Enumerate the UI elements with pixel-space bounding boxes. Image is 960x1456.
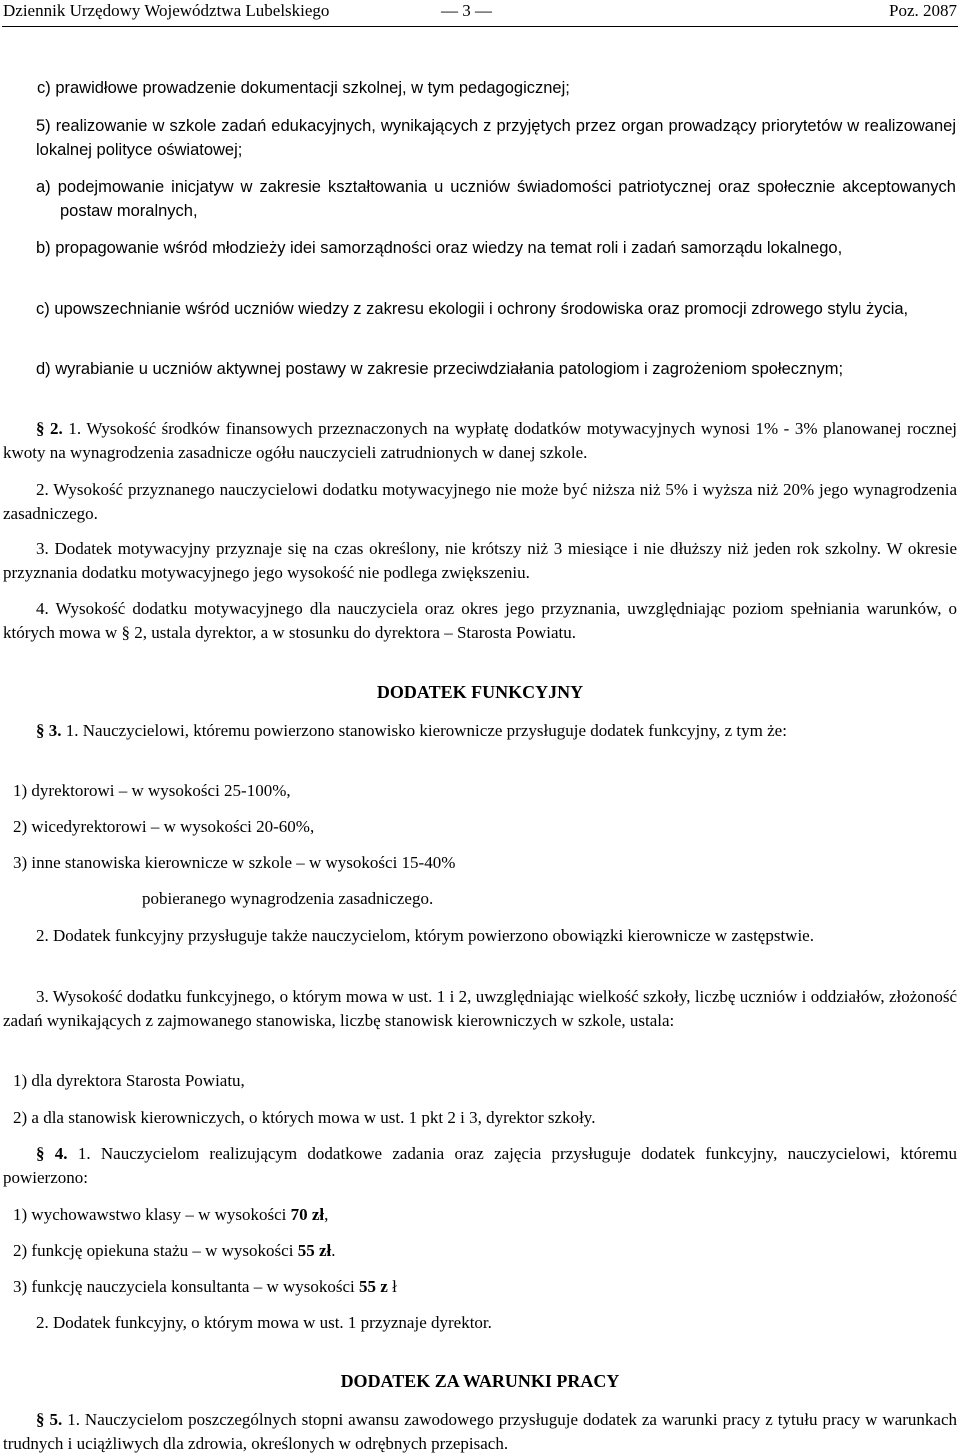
paragraph-2-4: 4. Wysokość dodatku motywacyjnego dla nauczyciela oraz okres jego przyznania, uwzględniając poziom spełniania warunków, o których mowa w § 2, ustala dyrektor, a w stosunku do dyrektora – Starosta Powiatu. <box>3 599 957 642</box>
section-5-number: § 5. <box>36 1410 63 1429</box>
allowance-item-1: 1) wychowawstwo klasy – w wysokości 70 zł, <box>13 1205 329 1224</box>
page-header <box>0 0 960 26</box>
position-number: Poz. 2087 <box>889 1 957 20</box>
item-b: b) propagowanie wśród młodzieży idei samorządności oraz wiedzy na temat roli i zadań samorządu lokalnego, <box>36 239 843 257</box>
paragraph-4-2: 2. Dodatek funkcyjny, o którym mowa w ust. 1 przyznaje dyrektor. <box>36 1313 492 1332</box>
item-d: d) wyrabianie u uczniów aktywnej postawy w zakresie przeciwdziałania patologiom i zagrożeniom społecznym; <box>36 360 844 378</box>
paragraph-4-1: § 4. 1. Nauczycielom realizującym dodatkowe zadania oraz zajęcia przysługuje dodatek funkcyjny, nauczycielowi, któremu powierzono: <box>3 1144 957 1187</box>
section-2-number: § 2. <box>36 419 63 438</box>
paragraph-2-3: 3. Dodatek motywacyjny przyznaje się na czas określony, nie krótszy niż 3 miesiące i nie dłuższy niż jeden rok szkolny. W okresie przyznania dodatku motywacyjnego jego wysokość nie podlega zwiększeniu. <box>3 539 957 582</box>
section-4-number: § 4. <box>36 1144 68 1163</box>
allowance-item-3: 3) funkcję nauczyciela konsultanta – w wysokości 55 z ł <box>13 1277 397 1296</box>
allowance-item-2: 2) funkcję opiekuna stażu – w wysokości 55 zł. <box>13 1241 336 1260</box>
paragraph-2-1: § 2. 1. Wysokość środków finansowych przeznaczonych na wypłatę dodatków motywacyjnych wynosi 1% - 3% planowanej rocznej kwoty na wynagrodzenia zasadnicze ogółu nauczycieli zatrudnionych w danej szkole. <box>3 419 957 462</box>
paragraph-5-1: § 5. 1. Nauczycielom poszczególnych stopni awansu zawodowego przysługuje dodatek za warunki pracy z tytułu pracy w warunkach trudnych i uciążliwych dla zdrowia, określonych w odrębnych przepisach. <box>3 1410 957 1453</box>
page-number: — 3 — <box>441 1 492 20</box>
allowance-amount-2: 55 zł <box>297 1241 332 1260</box>
heading-dodatek-funkcyjny: DODATEK FUNKCYJNY <box>376 682 584 702</box>
function-item-3: 3) inne stanowiska kierownicze w szkole – w wysokości 15-40% <box>13 853 456 872</box>
point-5: 5) realizowanie w szkole zadań edukacyjnych, wynikających z przyjętych przez organ prowadzący priorytetów w realizowanej lokalnej polityce oświatowej; <box>36 117 956 159</box>
item-c: c) upowszechnianie wśród uczniów wiedzy z zakresu ekologii i ochrony środowiska oraz promocji zdrowego stylu życia, <box>36 300 909 318</box>
paragraph-3-2: 2. Dodatek funkcyjny przysługuje także nauczycielom, którym powierzono obowiązki kierownicze w zastępstwie. <box>36 926 814 945</box>
paragraph-3-3-item-2: 2) a dla stanowisk kierowniczych, o których mowa w ust. 1 pkt 2 i 3, dyrektor szkoły. <box>13 1108 596 1127</box>
paragraph-3-3-item-1: 1) dla dyrektora Starosta Powiatu, <box>13 1071 245 1090</box>
paragraph-3-1: § 3. 1. Nauczycielowi, któremu powierzono stanowisko kierownicze przysługuje dodatek funkcyjny, z tym że: <box>36 721 787 740</box>
item-c-documentation: c) prawidłowe prowadzenie dokumentacji szkolnej, w tym pedagogicznej; <box>37 79 570 97</box>
paragraph-3-3: 3. Wysokość dodatku funkcyjnego, o którym mowa w ust. 1 i 2, uwzględniając wielkość szkoły, liczbę uczniów i oddziałów, złożoność zadań wynikających z zajmowanego stanowiska, liczbę stanowisk kierowniczych w szkole, ustala: <box>3 987 957 1030</box>
journal-title: Dziennik Urzędowy Województwa Lubelskiego <box>3 1 330 20</box>
function-item-3-continued: pobieranego wynagrodzenia zasadniczego. <box>142 889 434 908</box>
function-item-2: 2) wicedyrektorowi – w wysokości 20-60%, <box>13 817 315 836</box>
paragraph-2-2: 2. Wysokość przyznanego nauczycielowi dodatku motywacyjnego nie może być niższa niż 5% i wyższa niż 20% jego wynagrodzenia zasadniczego. <box>3 480 957 523</box>
item-a: a) podejmowanie inicjatyw w zakresie kształtowania u uczniów świadomości patriotycznej oraz społecznie akceptowanych postaw moralnych, <box>36 178 956 220</box>
header-rule <box>2 26 958 27</box>
allowance-amount-1: 70 zł <box>290 1205 325 1224</box>
heading-dodatek-za-warunki-pracy: DODATEK ZA WARUNKI PRACY <box>340 1371 620 1391</box>
allowance-amount-3: 55 z <box>359 1277 388 1296</box>
section-3-number: § 3. <box>36 721 62 740</box>
function-item-1: 1) dyrektorowi – w wysokości 25-100%, <box>13 781 291 800</box>
